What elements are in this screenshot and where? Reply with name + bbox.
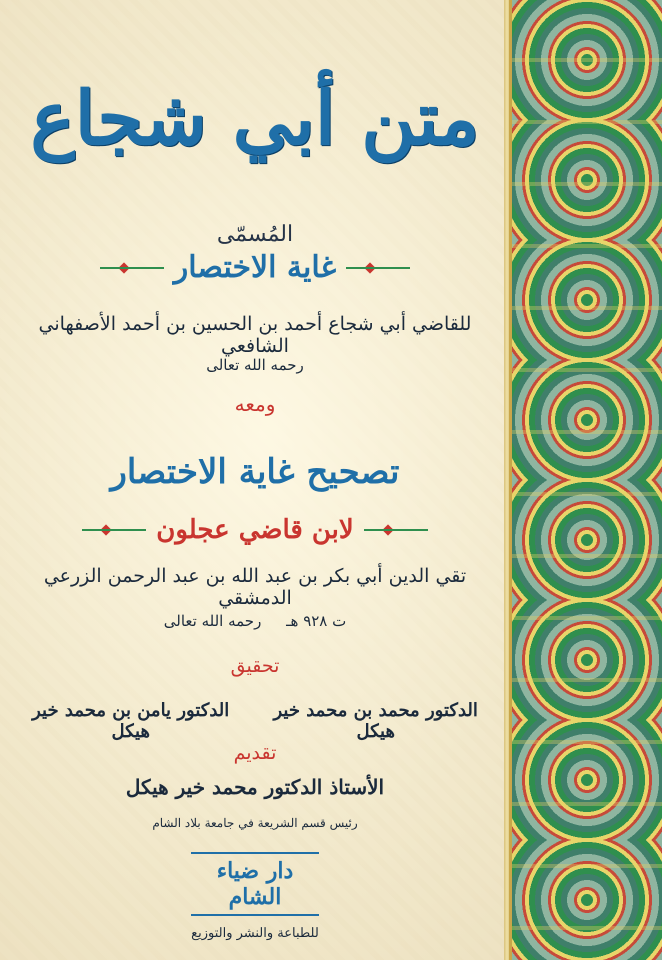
editor-2: الدكتور يامن بن محمد خير هيكل — [32, 700, 230, 742]
ornament-icon — [82, 523, 146, 537]
publisher-subtitle: للطباعة والنشر والتوزيع — [191, 926, 319, 941]
death-row — [10, 612, 500, 630]
editors-row — [10, 700, 500, 742]
death-date: ت ٩٢٨ هـ — [286, 612, 347, 630]
tahqiq-label: تحقيق — [230, 655, 280, 677]
companion-title: تصحيح غاية الاختصار — [110, 452, 400, 492]
companion-author-short: لابن قاضي عجلون — [156, 515, 354, 545]
publisher-name: دار ضياء الشام — [191, 852, 319, 916]
ornament-icon — [100, 261, 164, 275]
taqdim-label: تقديم — [233, 742, 277, 764]
author-line: للقاضي أبي شجاع أحمد بن الحسين بن أحمد الأصفهاني الشافعي — [38, 313, 472, 357]
companion-blessing: رحمه الله تعالى — [163, 612, 262, 630]
presenter-name: الأستاذ الدكتور محمد خير هيكل — [125, 775, 385, 799]
alternate-title: غاية الاختصار — [173, 250, 337, 285]
musamma-label: المُسمّى — [216, 222, 294, 247]
ornament-icon — [346, 261, 410, 275]
author-blessing: رحمه الله تعالى — [206, 356, 304, 374]
with-label: ومعه — [234, 392, 276, 416]
book-title: متن أبي شجاع — [30, 76, 480, 162]
cover-content — [10, 0, 500, 960]
companion-author-row — [10, 515, 500, 545]
alternate-title-row — [10, 250, 500, 285]
publisher-logo — [185, 852, 325, 940]
ornament-icon — [364, 523, 428, 537]
presenter-title: رئيس قسم الشريعة في جامعة بلاد الشام — [152, 816, 358, 830]
companion-author-full: تقي الدين أبي بكر بن عبد الله بن عبد الرحمن الزرعي الدمشقي — [43, 565, 467, 609]
ornamental-border — [509, 0, 662, 960]
editor-1: الدكتور محمد بن محمد خير هيكل — [273, 700, 478, 742]
